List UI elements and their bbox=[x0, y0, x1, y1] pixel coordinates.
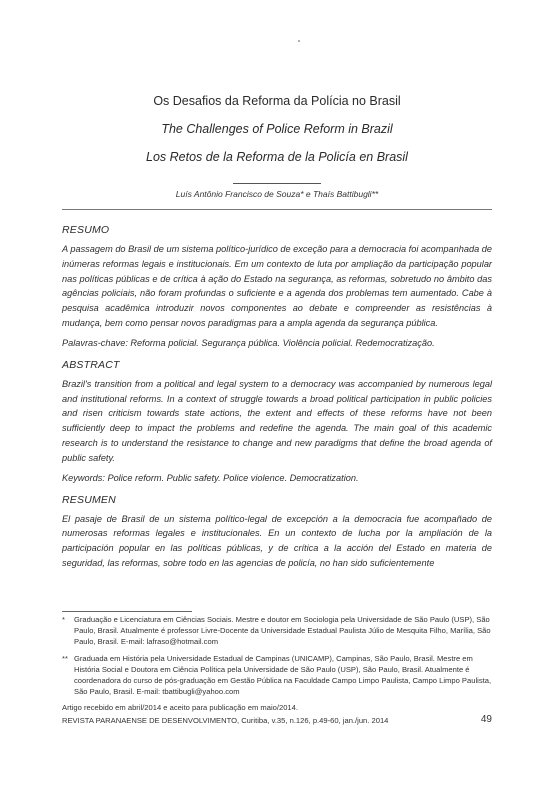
footnote-item bbox=[62, 653, 492, 698]
footnote-rule bbox=[62, 611, 192, 612]
footnote-text: Graduação e Licenciatura em Ciências Sociais. Mestre e doutor em Sociologia pela Universidade de São Paulo (USP), São Paulo, Brasil. Atualmente é professor Livre-Docente da Universidade Estadual Paulista Júlio de Mesquita Filho, Marília, São Paulo, Brasil. E-mail: lafraso@hotmail.com bbox=[74, 615, 491, 647]
title-block bbox=[0, 92, 554, 166]
abstract-heading: ABSTRACT bbox=[62, 358, 120, 371]
footnotes bbox=[62, 614, 492, 714]
page-number: 49 bbox=[480, 714, 492, 725]
article-dates: Artigo recebido em abril/2014 e aceito para publicação em maio/2014. bbox=[62, 703, 298, 713]
resumen-heading: RESUMEN bbox=[62, 493, 116, 506]
footnote-marker: ** bbox=[62, 653, 68, 663]
title-portuguese: Os Desafios da Reforma da Polícia no Brasil bbox=[153, 94, 401, 108]
journal-citation: REVISTA PARANAENSE DE DESENVOLVIMENTO, Curitiba, v.35, n.126, p.49-60, jan./jun. 2014 bbox=[62, 716, 389, 725]
resumen-text: El pasaje de Brasil de un sistema político-legal de excepción a la democracia fue acompañado de numerosas reformas legales e institucionales. En un contexto de lucha por la ampliación de la participación popular en las políticas públicas, y de crítica a la acción del Estado en materia de seguridad, las reformas, sobre todo en las agencias de policía, no han sido suficientemente bbox=[62, 513, 492, 568]
resumo-keywords: Palavras-chave: Reforma policial. Segurança pública. Violência policial. Redemocratização. bbox=[62, 337, 435, 348]
abstract-keywords: Keywords: Police reform. Public safety. Police violence. Democratization. bbox=[62, 472, 359, 483]
title-spanish: Los Retos de la Reforma de la Policía en Brasil bbox=[146, 150, 408, 164]
abstract-text: Brazil's transition from a political and legal system to a democracy was accompanied by numerous legal and institutional reforms. In a context of struggle towards a broad political participation in public policies and risen criticism towards state actions, the extent and effects of these reforms have not been sufficiently deep to impact the problems and redefine the agenda. The main goal of this academic research is to understand the resistance to change and new paradigms that define the broad agenda of public safety. bbox=[62, 378, 492, 463]
author-line: Luís Antônio Francisco de Souza* e Thaís Battibugli** bbox=[175, 189, 379, 199]
footnote-marker: * bbox=[62, 615, 65, 624]
footnote-item bbox=[62, 614, 492, 648]
footnote-text: Graduada em História pela Universidade Estadual de Campinas (UNICAMP), Campinas, São Paulo, Brasil. Mestre em História Social e Doutora em Ciência Política pela Universidade de São Paulo (USP), São Paulo, Brasil. Atualmente é coordenadora do curso de pós-graduação em Gestão Pública na Faculdade Campo Limpo Paulista, Campo Limpo Paulista, São Paulo, Brasil. E-mail: tbattibugli@yahoo.com bbox=[74, 653, 492, 697]
resumo-heading: RESUMO bbox=[62, 224, 110, 236]
title-english: The Challenges of Police Reform in Brazil bbox=[161, 122, 393, 136]
resumo-section bbox=[62, 224, 492, 348]
resumen-section bbox=[62, 494, 492, 571]
abstract-section bbox=[62, 359, 492, 483]
abstract-content bbox=[62, 224, 492, 571]
resumo-text: A passagem do Brasil de um sistema político-jurídico de exceção para a democracia foi acompanhada de inúmeras reformas legais e institucionais. Em um contexto de luta por ampliação da participação popular nas políticas públicas e de crítica à ação do Estado na segurança, as reformas, sobretudo no âmbito das agências policiais, não foram profundas o suficiente e a agenda dos problemas tem aumentado. Cabe à pesquisa acadêmica introduzir novos componentes ao debate e compreender as resistências à mudança, bem como pensar novos paradigmas para a ampla agenda da segurança pública. bbox=[62, 244, 492, 328]
page-speck bbox=[298, 40, 300, 42]
authors-bottom-rule bbox=[62, 209, 492, 210]
authors-top-rule bbox=[233, 183, 321, 184]
